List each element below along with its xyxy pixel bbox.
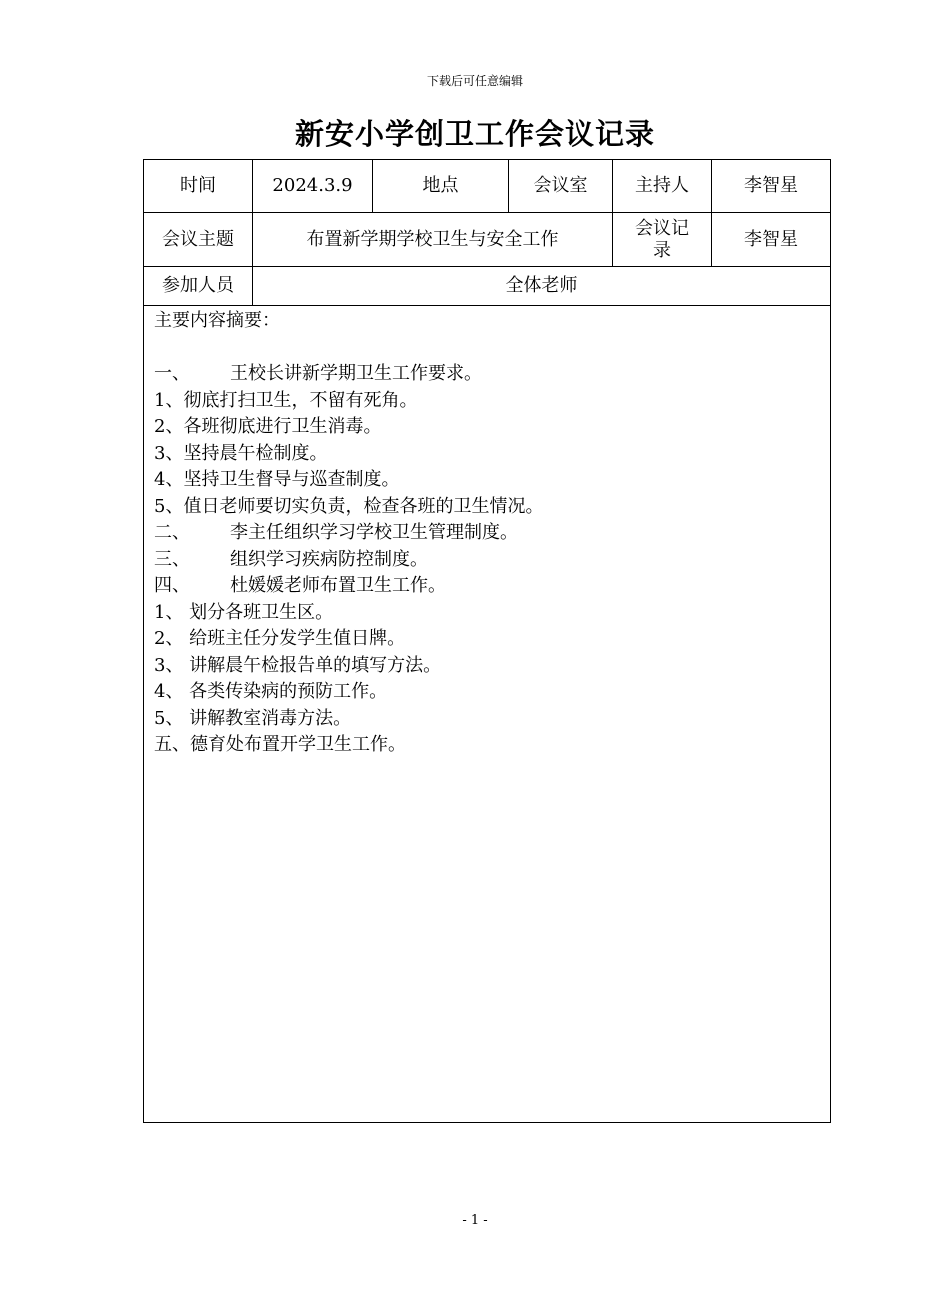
list-item: 2、 给班主任分发学生值日牌。 — [154, 628, 406, 649]
list-item: 3、坚持晨午检制度。 — [154, 442, 328, 464]
table-row — [144, 213, 831, 267]
place-value: 会议室 — [509, 160, 613, 213]
agenda-item-5: 五、德育处布置开学卫生工作。 — [154, 734, 406, 755]
agenda-item-text: 李主任组织学习学校卫生管理制度。 — [230, 522, 518, 543]
agenda-item-number: 一、 — [154, 363, 190, 384]
topic-value: 布置新学期学校卫生与安全工作 — [253, 213, 613, 267]
table-row — [144, 267, 831, 306]
agenda-item-2 — [154, 520, 820, 547]
table-row — [144, 306, 831, 1123]
list-item: 1、 划分各班卫生区。 — [154, 601, 334, 623]
agenda-item-number: 四、 — [154, 575, 190, 596]
summary-cell — [144, 306, 831, 1123]
time-label: 时间 — [144, 160, 253, 213]
agenda-item-3 — [154, 547, 820, 574]
list-item: 2、各班彻底进行卫生消毒。 — [154, 416, 382, 437]
recorder-label-line2: 录 — [653, 239, 671, 261]
agenda-item-number: 二、 — [154, 522, 190, 543]
recorder-label-line1: 会议记 — [635, 217, 689, 239]
list-item: 1、彻底打扫卫生，不留有死角。 — [154, 389, 418, 411]
list-item: 4、 各类传染病的预防工作。 — [154, 681, 388, 702]
attendees-label: 参加人员 — [144, 267, 253, 306]
host-value: 李智星 — [712, 160, 831, 213]
agenda-item-text: 杜媛媛老师布置卫生工作。 — [230, 575, 446, 596]
recorder-label — [613, 213, 712, 267]
agenda-item-4 — [154, 573, 820, 600]
list-item: 3、 讲解晨午检报告单的填写方法。 — [154, 654, 442, 676]
agenda-item-text: 组织学习疾病防控制度。 — [230, 548, 428, 570]
page-number: - 1 - — [462, 1213, 488, 1228]
document-title: 新安小学创卫工作会议记录 — [294, 117, 655, 151]
summary-label: 主要内容摘要： — [154, 310, 280, 331]
table-row — [144, 160, 831, 213]
meeting-record-table — [143, 159, 831, 1123]
attendees-value: 全体老师 — [253, 267, 831, 306]
recorder-value: 李智星 — [712, 213, 831, 267]
list-item: 5、值日老师要切实负责，检查各班的卫生情况。 — [154, 495, 544, 517]
agenda-item-text: 王校长讲新学期卫生工作要求。 — [230, 363, 482, 384]
list-item: 5、 讲解教室消毒方法。 — [154, 707, 352, 729]
header-note: 下载后可任意编辑 — [426, 74, 523, 88]
topic-label: 会议主题 — [144, 213, 253, 267]
agenda-item-number: 三、 — [154, 548, 190, 570]
list-item: 4、坚持卫生督导与巡查制度。 — [154, 469, 400, 490]
time-value: 2024.3.9 — [253, 160, 373, 213]
agenda-item-1 — [154, 361, 820, 388]
blank-line — [154, 335, 820, 362]
host-label: 主持人 — [613, 160, 712, 213]
place-label: 地点 — [373, 160, 509, 213]
